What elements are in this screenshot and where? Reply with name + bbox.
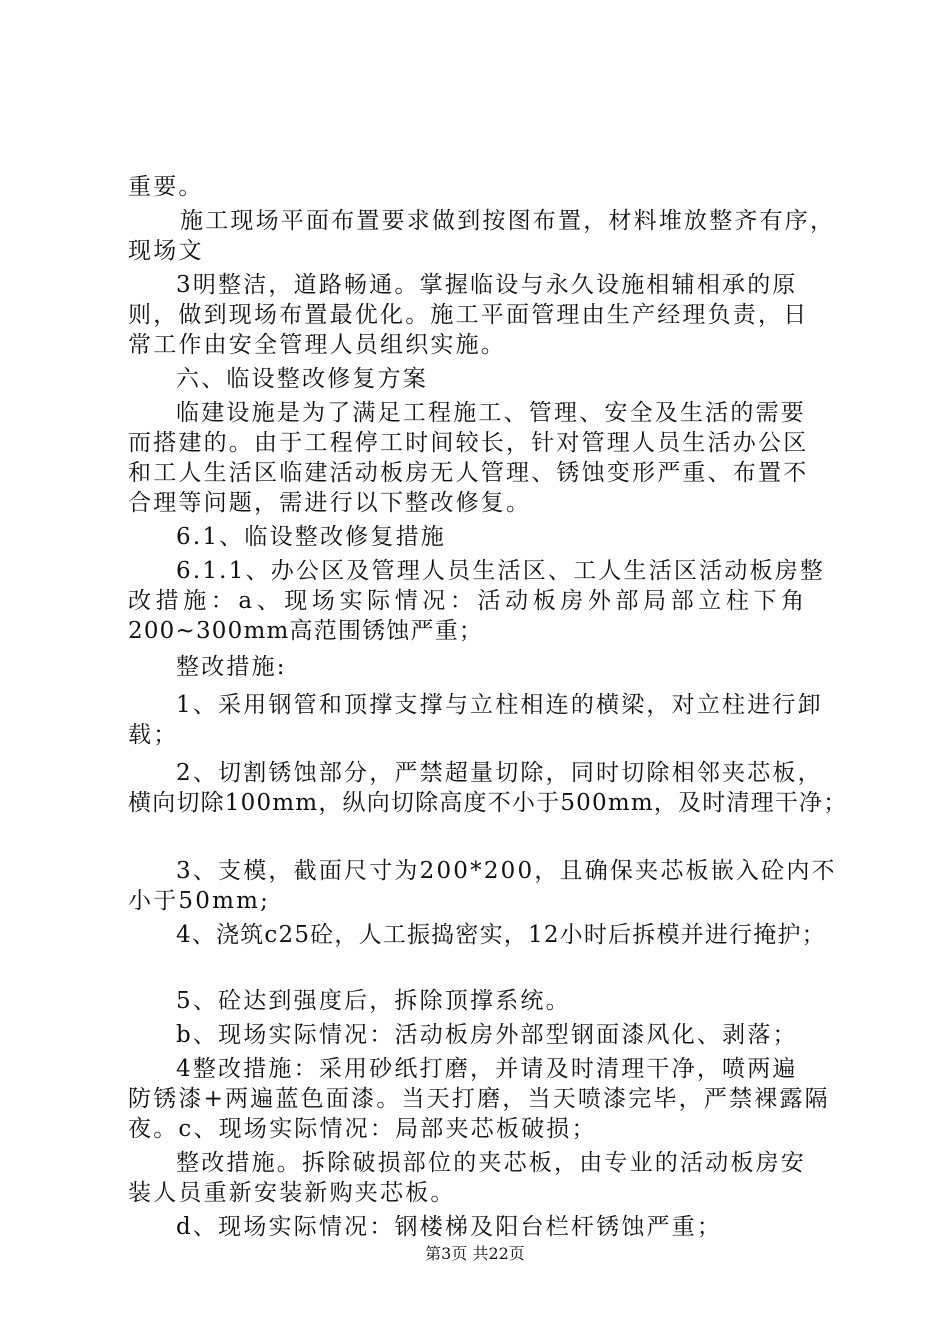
text-line: 装人员重新安装新购夹芯板。 — [128, 1180, 456, 1206]
text-line: 现场文 — [128, 238, 204, 264]
text-line: 2、切割锈蚀部分，严禁超量切除，同时切除相邻夹芯板， — [176, 760, 823, 786]
text-line: b、现场实际情况：活动板房外部型钢面漆风化、剥落； — [176, 1022, 798, 1048]
section-heading: 六、临设整改修复方案 — [176, 366, 428, 392]
text-line: 4、浇筑c25砼，人工振捣密实，12小时后拆模并进行掩护； — [176, 922, 826, 948]
text-line: 则，做到现场布置最优化。施工平面管理由生产经理负责，日 — [128, 302, 809, 328]
blank-line — [128, 818, 840, 848]
text-line: 200~300mm高范围锈蚀严重； — [128, 618, 484, 644]
text-line: 和工人生活区临建活动板房无人管理、锈蚀变形严重、布置不 — [128, 460, 809, 486]
text-line: 重要。 — [128, 174, 204, 200]
text-line: 横向切除100mm，纵向切除高度不小于500mm，及时清理干净； — [128, 790, 848, 816]
text-line: 整改措施: — [176, 654, 287, 680]
text-line: 临建设施是为了满足工程施工、管理、安全及生活的需要 — [176, 400, 806, 426]
text-line: 3明整洁，道路畅通。掌握临设与永久设施相辅相承的原 — [176, 272, 798, 298]
text-line: 而搭建的。由于工程停工时间较长，针对管理人员生活办公区 — [128, 430, 809, 456]
text-line: 1、采用钢管和顶撑支撑与立柱相连的横梁，对立柱进行卸 — [176, 692, 823, 718]
text-line: 5、砼达到强度后，拆除顶撑系统。 — [176, 988, 571, 1014]
text-line: d、现场实际情况：钢楼梯及阳台栏杆锈蚀严重； — [176, 1214, 723, 1240]
text-line: 小于50mm; — [128, 888, 271, 914]
text-line: 载； — [128, 722, 179, 748]
text-line: 4整改措施：采用砂纸打磨，并请及时清理干净，喷两遍 — [176, 1056, 798, 1082]
text-line: 合理等问题，需进行以下整改修复。 — [128, 490, 532, 516]
text-line: 3、支模，截面尺寸为200*200，且确保夹芯板嵌入砼内不 — [176, 858, 837, 884]
text-line: 6.1.1、办公区及管理人员生活区、工人生活区活动板房整 — [176, 558, 826, 584]
text-line: 防锈漆+两遍蓝色面漆。当天打磨，当天喷漆完毕，严禁裸露隔 — [128, 1086, 830, 1112]
subsection-heading: 6.1、临设整改修复措施 — [176, 524, 446, 550]
text-line: 改措施：a、现场实际情况：活动板房外部局部立柱下角 — [128, 588, 809, 614]
body-text — [128, 168, 848, 1242]
blank-line — [128, 950, 840, 980]
text-line: 整改措施。拆除破损部位的夹芯板，由专业的活动板房安 — [176, 1150, 806, 1176]
text-line: 夜。c、现场实际情况：局部夹芯板破损； — [128, 1116, 597, 1142]
text-line: 施工现场平面布置要求做到按图布置，材料堆放整齐有序， — [180, 208, 836, 234]
text-line: 常工作由安全管理人员组织实施。 — [128, 332, 506, 358]
page-number-footer: 第3页 共22页 — [425, 1244, 525, 1263]
